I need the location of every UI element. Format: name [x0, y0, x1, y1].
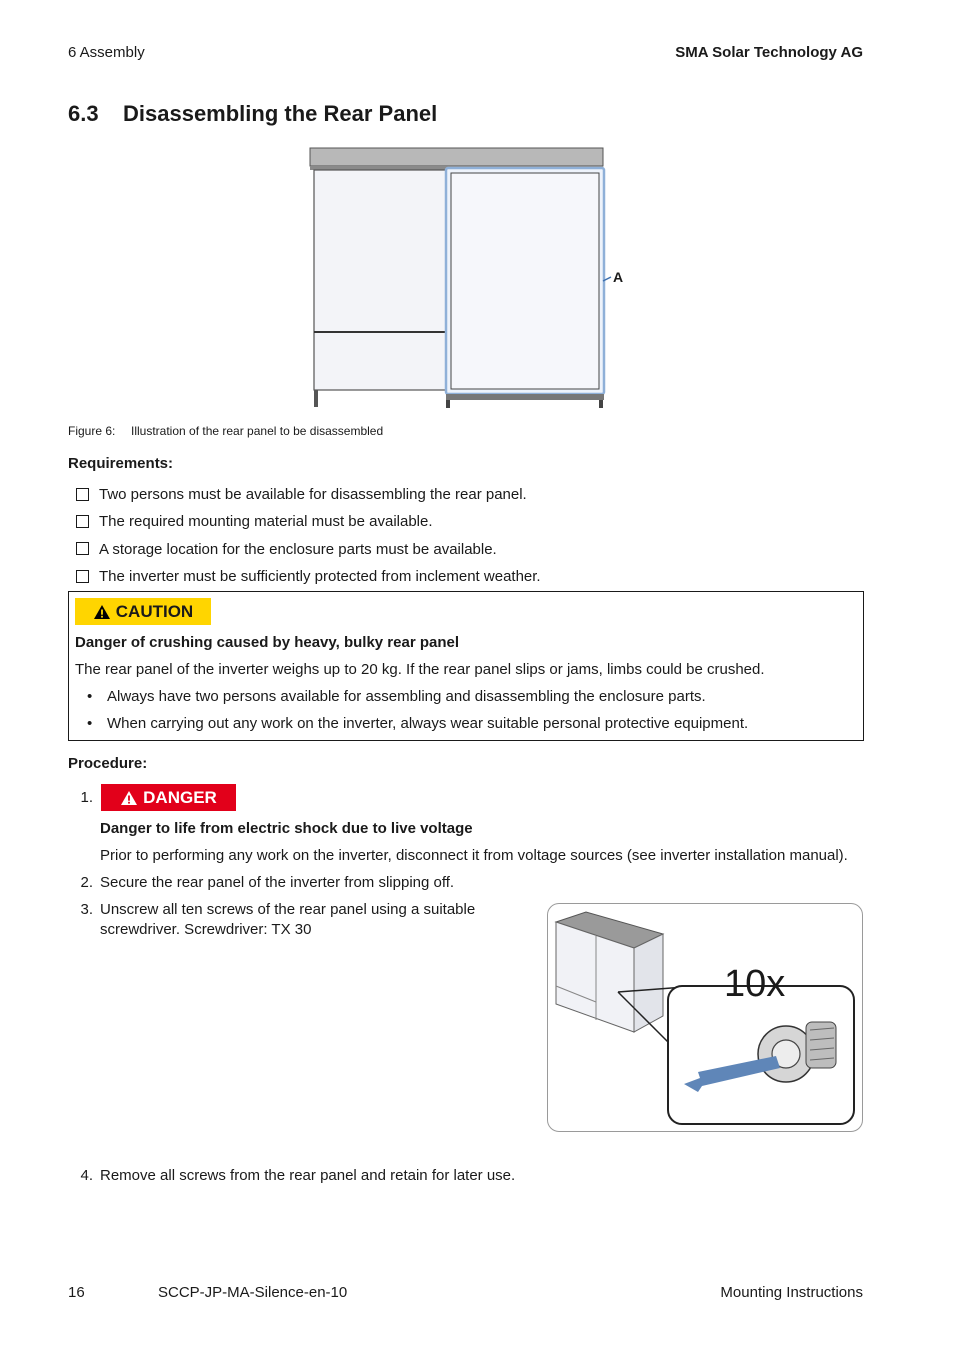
bullet-icon: •: [87, 715, 93, 732]
warning-triangle-icon: [93, 604, 111, 620]
section-title: Disassembling the Rear Panel: [123, 101, 438, 126]
quantity-label: 10x: [724, 963, 786, 1005]
figure-caption: [68, 424, 383, 438]
callout-label-a: A: [613, 269, 624, 285]
caution-bullet-list: [87, 688, 748, 742]
danger-badge: [101, 784, 236, 811]
list-item: • When carrying out any work on the inverter, always wear suitable personal protective equipment.: [87, 715, 749, 732]
warning-triangle-icon: [120, 790, 138, 806]
step-text: Unscrew all ten screws of the rear panel using a suitable: [100, 901, 476, 918]
requirements-list: [76, 481, 541, 590]
checkbox-icon: [76, 515, 89, 528]
list-item: The required mounting material must be available.: [76, 508, 541, 535]
document-type: Mounting Instructions: [720, 1284, 863, 1301]
running-header-section: 6 Assembly: [68, 44, 145, 61]
caution-title: Danger of crushing caused by heavy, bulky rear panel: [75, 634, 460, 651]
caution-badge-label: CAUTION: [115, 601, 194, 621]
step-text: screwdriver. Screwdriver: TX 30: [100, 921, 312, 938]
step-text: Remove all screws from the rear panel and retain for later use.: [100, 1167, 516, 1184]
step-number: 4.: [80, 1167, 93, 1184]
step-number: 3.: [80, 901, 93, 918]
list-item: A storage location for the enclosure parts must be available.: [76, 536, 541, 563]
checkbox-icon: [76, 570, 89, 583]
procedure-heading: Procedure:: [68, 755, 148, 772]
checkbox-icon: [76, 488, 89, 501]
figure-caption-label: Figure 6:: [68, 424, 116, 438]
step-number: 2.: [80, 874, 93, 891]
caution-text: The rear panel of the inverter weighs up to 20 kg. If the rear panel slips or jams, limbs could be crushed.: [75, 661, 765, 678]
list-item: The inverter must be sufficiently protected from inclement weather.: [76, 563, 541, 590]
danger-title: Danger to life from electric shock due to live voltage: [100, 820, 473, 837]
danger-text: Prior to performing any work on the inverter, disconnect it from voltage sources (see inverter installation manual).: [100, 847, 848, 864]
list-item: • Always have two persons available for assembling and disassembling the enclosure parts.: [87, 688, 706, 705]
step-text: Secure the rear panel of the inverter from slipping off.: [100, 874, 455, 891]
checkbox-icon: [76, 542, 89, 555]
rear-panel-figure: [306, 144, 636, 412]
figure-caption-text: Illustration of the rear panel to be disassembled: [131, 424, 384, 438]
document-id: SCCP-JP-MA-Silence-en-10: [158, 1284, 348, 1301]
danger-badge-label: DANGER: [143, 787, 217, 807]
screw-removal-illustration: [547, 903, 863, 1132]
caution-notice: [68, 591, 864, 741]
caution-badge: [75, 598, 211, 625]
section-number: 6.3: [68, 101, 99, 126]
running-header-company: SMA Solar Technology AG: [675, 44, 863, 61]
step-number: 1.: [80, 789, 93, 806]
page-number: 16: [68, 1284, 85, 1301]
requirements-heading: Requirements:: [68, 455, 174, 472]
screw-removal-drawing: [548, 904, 862, 1131]
bullet-icon: •: [87, 688, 93, 705]
list-item: Two persons must be available for disassembling the rear panel.: [76, 481, 541, 508]
section-heading: [68, 101, 437, 127]
